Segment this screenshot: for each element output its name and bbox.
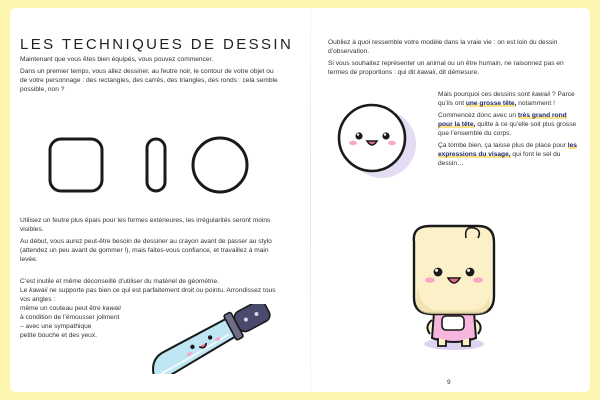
p5-after: qui font le sel du dessin… [438, 151, 561, 167]
highlight-grand-rond: très grand rond pour la tête, [438, 112, 567, 128]
rounded-square-shape [50, 139, 102, 191]
expressions-paragraph [438, 141, 582, 168]
p3-after: notamment ! [516, 100, 555, 107]
right-middle-text [438, 90, 582, 171]
capsule-shape [147, 139, 165, 191]
kawaii-word: kawaii [417, 69, 436, 76]
circle-shape [193, 138, 247, 192]
kawaii-word: kawaii [29, 287, 48, 294]
knife-line-1-text: même un couteau peut être [20, 305, 101, 312]
geometry-paragraph-2 [20, 286, 285, 304]
highlight-grosse-tete: une grosse tête, [465, 100, 517, 107]
right-paragraph-1: Oubliez à quoi ressemble votre modèle dans la vraie vie : on est loin du dessin d’observation. [328, 39, 558, 55]
p5-before: Ça tombe bien, ça laisse plus de place pour [438, 142, 568, 149]
kawaii-word: kawaii [102, 305, 121, 312]
right-top-text [328, 38, 583, 80]
intro-paragraph-1: Maintenant que vous êtes bien équipés, vous pouvez commencer. [20, 56, 214, 63]
left-intro-text [20, 55, 280, 97]
page-title: LES TECHNIQUES DE DESSIN [20, 36, 294, 53]
p4-before: Commencez donc avec un [438, 112, 518, 119]
p4-after: quitte à ce qu’elle soit plus grosse que l’ensemble du corps. [438, 121, 577, 137]
p2-after: ne supporte pas bien ce qui est parfaitement droit ou pointu. Arrondissez tous vos angles : [20, 287, 276, 303]
geometry-paragraph-1: C’est inutile et même déconseillé d’utiliser du matériel de géométrie. [20, 278, 220, 285]
p3-before: Mais pourquoi ces dessins sont [438, 91, 532, 98]
grosse-tete-paragraph [438, 90, 582, 108]
knife-line-3: – avec une sympathique [20, 323, 92, 330]
p2-before: Le [20, 287, 30, 294]
kawaii-knife-icon [138, 304, 280, 374]
book-page-spread [10, 8, 590, 392]
intro-paragraph-2: Dans un premier temps, vous allez dessiner, au feutre noir, le contour de votre objet ou de votre personnage : des rectangles, des carrés, des triangles, des ronds : cela semble possible, non ? [20, 68, 278, 93]
p3-mid: ? Parce qu’ils ont [438, 91, 575, 107]
kawaii-ball-icon [330, 100, 430, 182]
basic-shapes-illustration [48, 136, 268, 196]
right-paragraph-2 [328, 59, 583, 77]
page-number: 9 [447, 379, 451, 386]
left-lower-text [20, 216, 285, 267]
page-spine [310, 8, 311, 392]
kawaii-square-character-icon [390, 218, 515, 358]
p2-before: Si vous souhaitez représenter un animal ou un être humain, ne raisonnez pas en termes de proportions : qui dit [328, 60, 564, 76]
feutre-paragraph: Utilisez un feutre plus épais pour les formes extérieures, les irrégularités seront moins visibles. [20, 217, 271, 233]
grand-rond-paragraph [438, 111, 582, 138]
kawaii-word: kawaii [531, 91, 551, 98]
p2-after: , dit démesure. [435, 69, 480, 76]
crayon-paragraph: Au début, vous aurez peut-être besoin de dessiner au crayon avant de passer au stylo (attendez un peu avant de gommer !), mais faites-vous confiance, et travaillez à main levée. [20, 238, 272, 263]
highlight-expressions: les expressions du visage, [438, 142, 577, 158]
knife-line-4: petite bouche et des yeux. [20, 332, 97, 339]
knife-line-2: à condition de l’émousser joliment [20, 314, 120, 321]
